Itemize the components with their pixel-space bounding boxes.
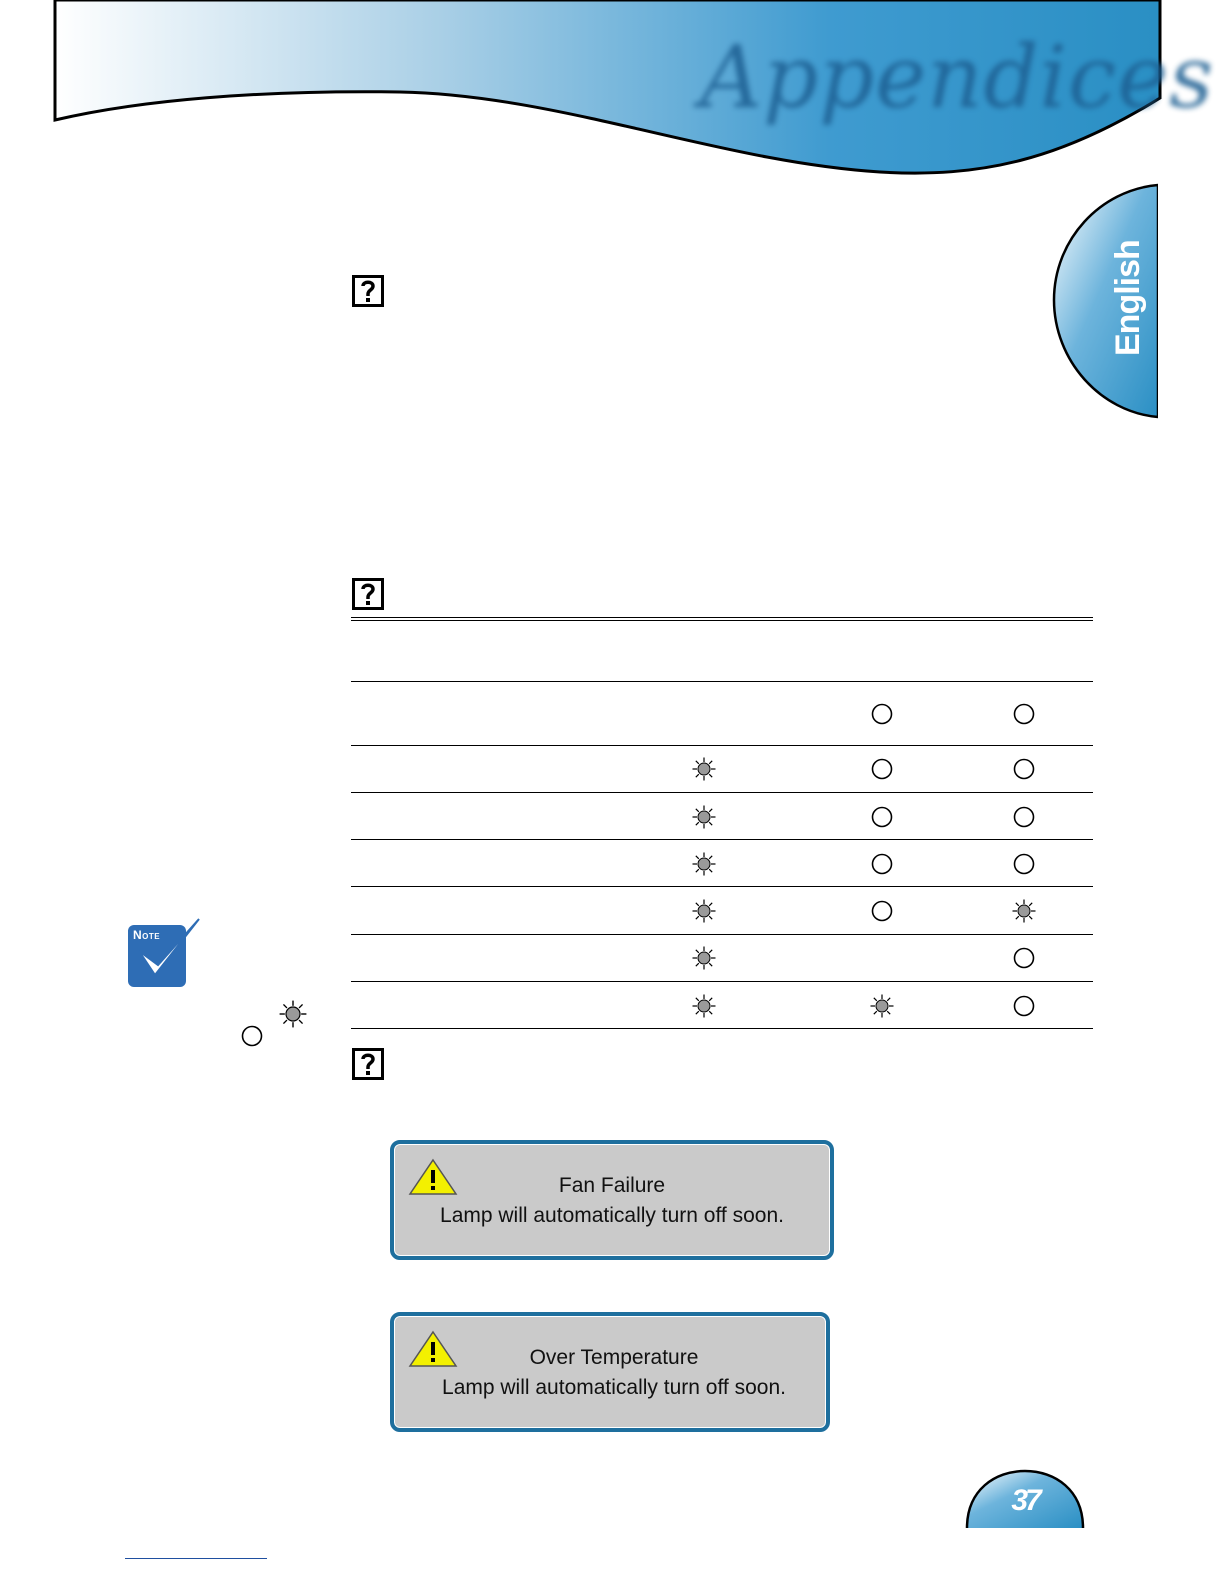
led-flashing-icon bbox=[870, 994, 894, 1018]
table-top-rule bbox=[351, 617, 1093, 621]
led-flashing-icon bbox=[1012, 899, 1036, 923]
led-off-icon bbox=[1012, 946, 1036, 970]
table-row-rule bbox=[351, 886, 1093, 887]
led-off-icon bbox=[870, 805, 894, 829]
led-off-icon bbox=[1012, 994, 1036, 1018]
flashing-legend-icon bbox=[279, 1000, 307, 1028]
led-flashing-icon bbox=[692, 805, 716, 829]
led-flashing-icon bbox=[692, 994, 716, 1018]
led-off-icon bbox=[1012, 805, 1036, 829]
led-off-icon bbox=[1012, 757, 1036, 781]
table-row-rule bbox=[351, 934, 1093, 935]
led-off-icon bbox=[1012, 852, 1036, 876]
note-icon bbox=[125, 915, 203, 990]
led-off-icon bbox=[1012, 702, 1036, 726]
language-label: English bbox=[1109, 240, 1147, 356]
led-flashing-icon bbox=[692, 852, 716, 876]
table-row-rule bbox=[351, 839, 1093, 840]
table-row-rule bbox=[351, 745, 1093, 746]
question-box-icon bbox=[352, 275, 384, 307]
note-label: Note bbox=[133, 928, 161, 942]
fan-failure-alert bbox=[390, 1140, 834, 1260]
table-row-rule bbox=[351, 981, 1093, 982]
led-flashing-icon bbox=[692, 899, 716, 923]
table-bottom-rule bbox=[351, 1028, 1093, 1029]
led-flashing-icon bbox=[692, 757, 716, 781]
table-row-rule bbox=[351, 792, 1093, 793]
table-header-rule bbox=[351, 681, 1093, 682]
off-legend-icon bbox=[240, 1024, 264, 1048]
led-flashing-icon bbox=[692, 946, 716, 970]
footer-rule bbox=[125, 1558, 267, 1559]
over-temperature-alert bbox=[390, 1312, 830, 1432]
led-off-icon bbox=[870, 757, 894, 781]
question-box-icon bbox=[352, 578, 384, 610]
led-off-icon bbox=[870, 702, 894, 726]
led-off-icon bbox=[870, 852, 894, 876]
question-box-icon bbox=[352, 1048, 384, 1080]
page-number: 37 bbox=[1011, 1484, 1039, 1517]
alert-message: Lamp will automatically turn off soon. bbox=[440, 1204, 784, 1227]
led-off-icon bbox=[870, 899, 894, 923]
page-title: Appendices bbox=[700, 28, 1215, 128]
alert-title: Over Temperature bbox=[529, 1346, 699, 1369]
alert-message: Lamp will automatically turn off soon. bbox=[442, 1376, 786, 1399]
alert-title: Fan Failure bbox=[558, 1174, 666, 1197]
